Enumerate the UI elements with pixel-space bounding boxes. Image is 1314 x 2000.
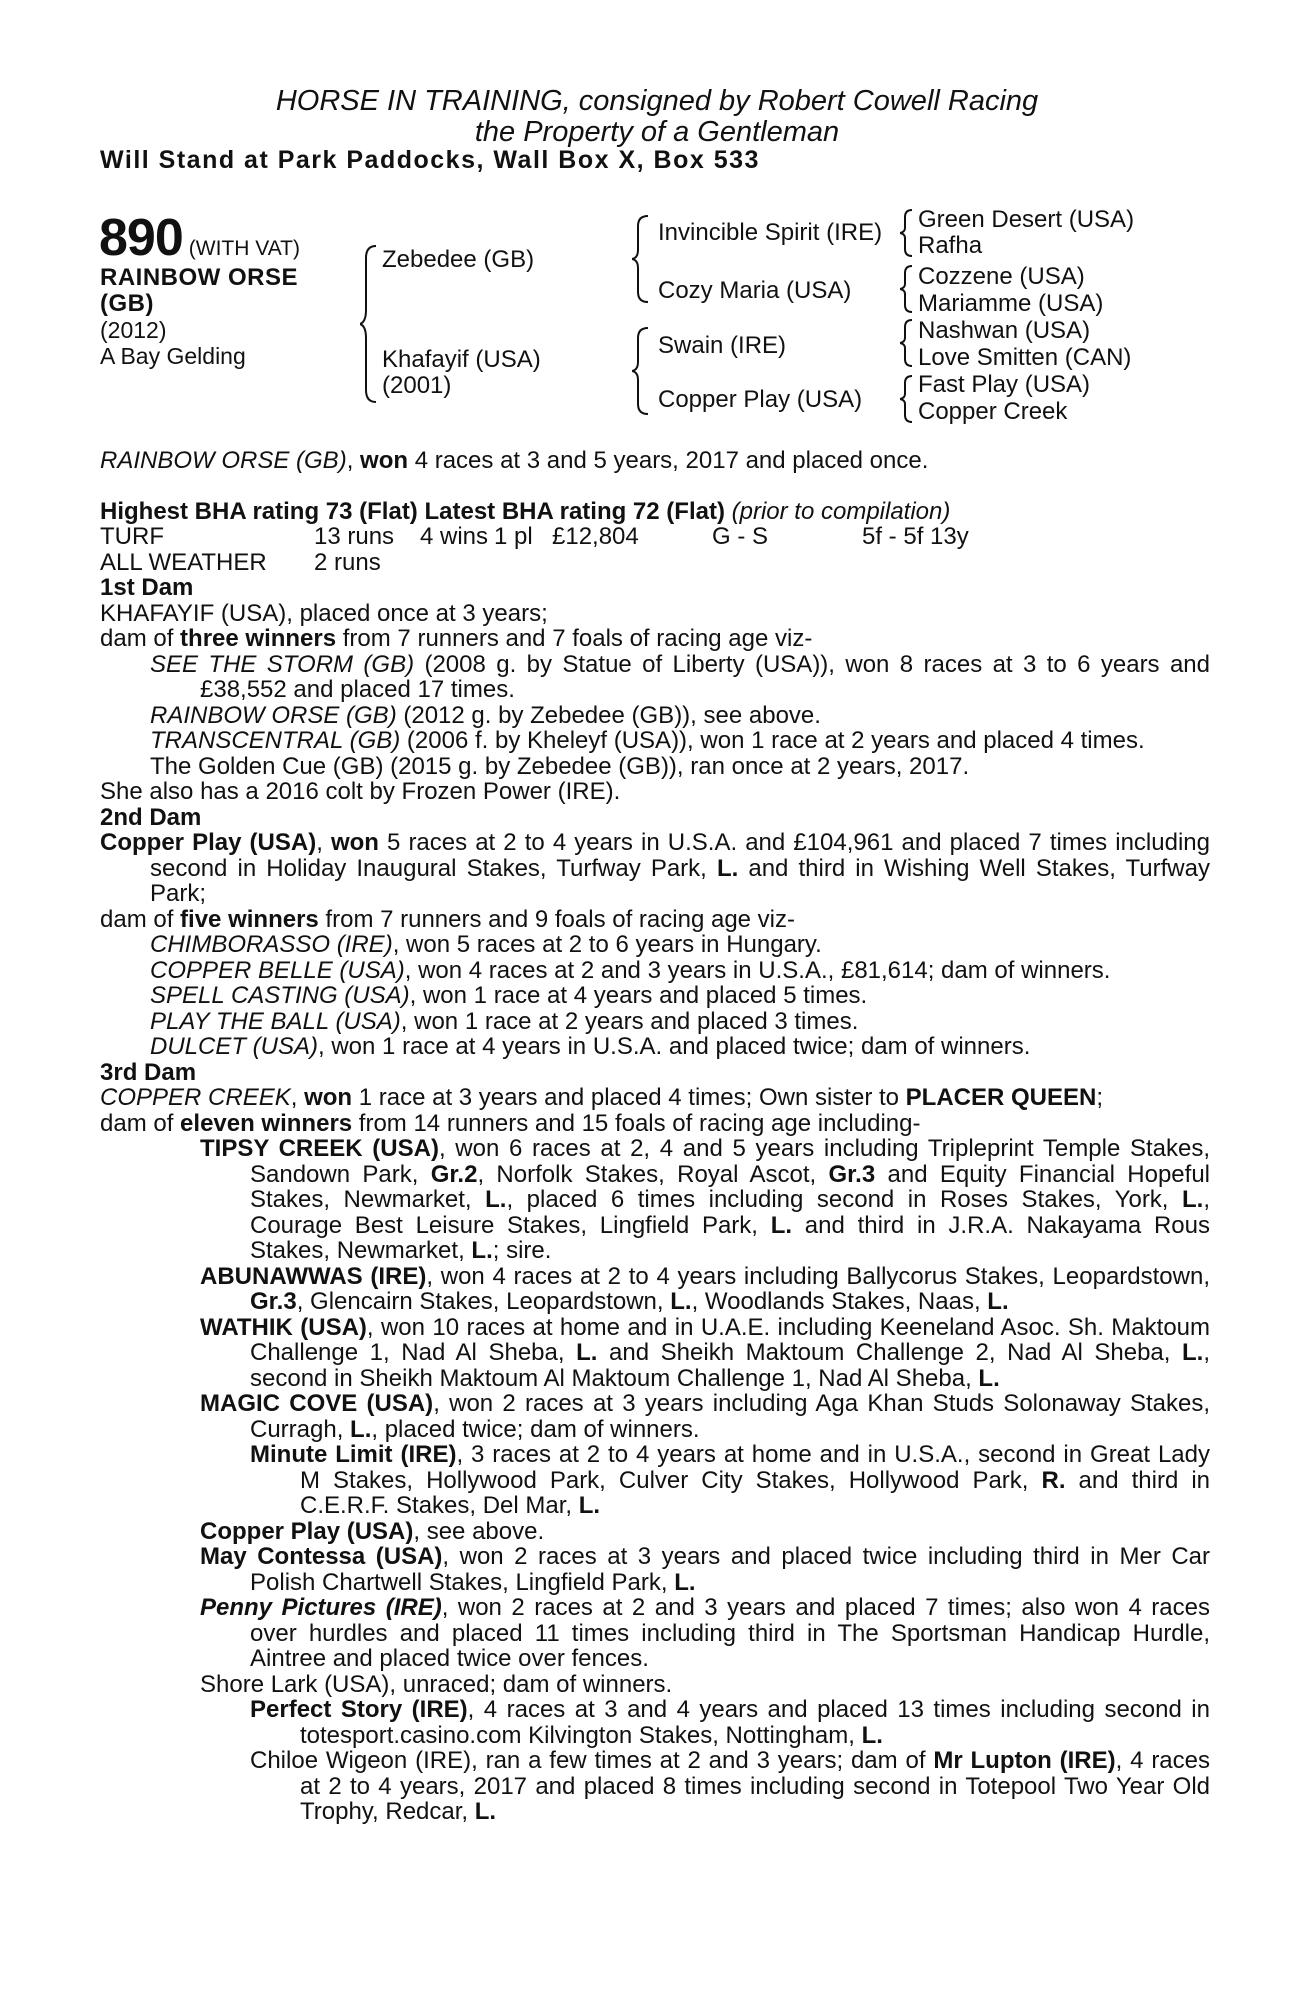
pedigree-brace-g7 [900, 374, 914, 424]
first-dam-produce: dam of three winners from 7 runners and 7 foals of racing age viz- [100, 625, 813, 652]
bha-rating: Highest BHA rating 73 (Flat) Latest BHA rating 72 (Flat) (prior to compilation) [100, 497, 951, 525]
produce-entry: PLAY THE BALL (USA), won 1 race at 2 years and placed 3 times. [150, 1007, 859, 1035]
all-weather-record-row: ALL WEATHER 2 runs [100, 548, 381, 576]
produce-entry: Shore Lark (USA), unraced; dam of winners. [200, 1670, 673, 1698]
lot-number-block [99, 208, 300, 268]
third-dam-record: COPPER CREEK, won 1 race at 3 years and placed 4 times; Own sister to PLACER QUEEN; [100, 1084, 1104, 1111]
third-dam-produce: dam of eleven winners from 14 runners and 15 foals of racing age including- [100, 1109, 921, 1137]
first-dam-line: KHAFAYIF (USA), placed once at 3 years; [100, 599, 548, 627]
pedigree-brace-g1 [900, 208, 914, 258]
produce-entry: Perfect Story (IRE), 4 races at 3 and 4 years and placed 13 times including second in totesport.casino.com Kilvington Stakes, Nottingham, L. [250, 1696, 1210, 1749]
produce-entry: DULCET (USA), won 1 race at 4 years in U.S.A. and placed twice; dam of winners. [150, 1033, 1031, 1060]
pedigree-g4: Mariamme (USA) [918, 290, 1104, 317]
pedigree-g1: Green Desert (USA) [918, 206, 1135, 233]
turf-record-row: TURF 13 runs 4 wins 1 pl £12,804 G - S 5f - 5f 13y [100, 523, 969, 550]
pedigree-g5: Nashwan (USA) [918, 317, 1091, 344]
pedigree-g3: Cozzene (USA) [918, 263, 1085, 290]
horse-year: (2012) [100, 317, 167, 343]
consignor-line: HORSE IN TRAINING, consigned by Robert Cowell Racing [275, 85, 1039, 117]
lot-number: 890 [99, 209, 183, 267]
third-dam-heading: 3rd Dam [100, 1058, 197, 1086]
pedigree-brace-g3 [900, 264, 914, 314]
pedigree-dam-year: (2001) [382, 372, 452, 399]
pedigree-sire: Zebedee (GB) [382, 246, 535, 273]
produce-entry: CHIMBORASSO (IRE), won 5 races at 2 to 6 years in Hungary. [150, 931, 822, 958]
pedigree-brace-dam [632, 326, 650, 416]
pedigree-g8: Copper Creek [918, 398, 1068, 425]
produce-entry: TRANSCENTRAL (GB) (2006 f. by Kheleyf (USA)), won 1 race at 2 years and placed 4 times. [150, 727, 1145, 754]
produce-entry: MAGIC COVE (USA), won 2 races at 3 years including Aga Khan Studs Solonaway Stakes, Curragh, L., placed twice; dam of winners. [200, 1390, 1211, 1443]
produce-entry: SPELL CASTING (USA), won 1 race at 4 years and placed 5 times. [150, 982, 868, 1009]
horse-country: (GB) [100, 290, 154, 317]
pedigree-dam: Khafayif (USA) [382, 346, 541, 373]
produce-entry: May Contessa (USA), won 2 races at 3 years and placed twice including third in Mer Car Polish Chartwell Stakes, Lingfield Park, L. [200, 1543, 1210, 1596]
produce-entry: RAINBOW ORSE (GB) (2012 g. by Zebedee (GB)), see above. [150, 701, 821, 729]
pedigree-sire-sire: Invincible Spirit (IRE) [658, 219, 883, 246]
vat-note: (WITH VAT) [188, 237, 300, 260]
pedigree-dam-dam: Copper Play (USA) [658, 386, 863, 413]
pedigree-g7: Fast Play (USA) [918, 371, 1091, 398]
pedigree-dam-sire: Swain (IRE) [658, 332, 787, 359]
first-dam-note: She also has a 2016 colt by Frozen Power (IRE). [100, 778, 621, 805]
first-dam-heading: 1st Dam [100, 574, 194, 601]
catalogue-body [100, 448, 1210, 1825]
produce-entry: Minute Limit (IRE), 3 races at 2 to 4 years at home and in U.S.A., second in Great Lady M Stakes, Hollywood Park, Culver City Stakes, Hollywood Park, R. and third in C.E.R.F. Stakes, Del Mar, L. [250, 1441, 1211, 1519]
pedigree-brace-g5 [900, 318, 914, 368]
produce-entry: The Golden Cue (GB) (2015 g. by Zebedee (GB)), ran once at 2 years, 2017. [150, 752, 970, 780]
produce-entry: COPPER BELLE (USA), won 4 races at 2 and 3 years in U.S.A., £81,614; dam of winners. [150, 956, 1111, 984]
pedigree-g2: Rafha [918, 232, 983, 259]
second-dam-heading: 2nd Dam [100, 803, 202, 831]
produce-entry: ABUNAWWAS (IRE), won 4 races at 2 to 4 years including Ballycorus Stakes, Leopardstown, Gr.3, Glencairn Stakes, Leopardstown, L., Woodlands Stakes, Naas, L. [200, 1262, 1210, 1315]
race-summary: RAINBOW ORSE (GB), won 4 races at 3 and 5 years, 2017 and placed once. [100, 447, 929, 474]
pedigree-sire-dam: Cozy Maria (USA) [658, 277, 852, 304]
stabling-line: Will Stand at Park Paddocks, Wall Box X, Box 533 [100, 146, 760, 174]
property-line: the Property of a Gentleman [474, 116, 840, 148]
produce-entry: SEE THE STORM (GB) (2008 g. by Statue of Liberty (USA)), won 8 races at 3 to 6 years and £38,552 and placed 17 times. [150, 650, 1210, 703]
horse-name: RAINBOW ORSE [100, 264, 298, 291]
produce-entry: WATHIK (USA), won 10 races at home and in U.A.E. including Keeneland Asoc. Sh. Maktoum Challenge 1, Nad Al Sheba, L. and Sheikh Maktoum Challenge 2, Nad Al Sheba, L., second in Sheikh Maktoum Al Maktoum Challenge 1, Nad Al Sheba, L. [200, 1313, 1211, 1392]
pedigree-brace-sire [632, 214, 650, 304]
horse-description: A Bay Gelding [100, 343, 246, 369]
pedigree-g6: Love Smitten (CAN) [918, 344, 1132, 371]
produce-entry: TIPSY CREEK (USA), won 6 races at 2, 4 and 5 years including Tripleprint Temple Stakes, Sandown Park, Gr.2, Norfolk Stakes, Royal Ascot, Gr.3 and Equity Financial Hopeful Stakes, Newmarket, L., placed 6 times including second in Roses Stakes, York, L., Courage Best Leisure Stakes, Lingfield Park, L. and third in J.R.A. Nakayama Rous Stakes, Newmarket, L.; sire. [200, 1135, 1211, 1264]
horse-details [100, 265, 298, 369]
second-dam-produce: dam of five winners from 7 runners and 9 foals of racing age viz- [100, 905, 796, 933]
produce-entry: Copper Play (USA), see above. [200, 1517, 545, 1545]
second-dam-record: Copper Play (USA), won 5 races at 2 to 4 years in U.S.A. and £104,961 and placed 7 times including second in Holiday Inaugural Stakes, Turfway Park, L. and third in Wishing Well Stakes, Turfway Park; [100, 829, 1210, 907]
pedigree-brace-main [360, 244, 380, 404]
produce-entry: Penny Pictures (IRE), won 2 races at 2 and 3 years and placed 7 times; also won 4 races over hurdles and placed 11 times including third in The Sportsman Handicap Hurdle, Aintree and placed twice over fences. [200, 1594, 1210, 1672]
produce-entry: Chiloe Wigeon (IRE), ran a few times at 2 and 3 years; dam of Mr Lupton (IRE), 4 races at 2 to 4 years, 2017 and placed 8 times including second in Totepool Two Year Old Trophy, Redcar, L. [250, 1747, 1211, 1825]
